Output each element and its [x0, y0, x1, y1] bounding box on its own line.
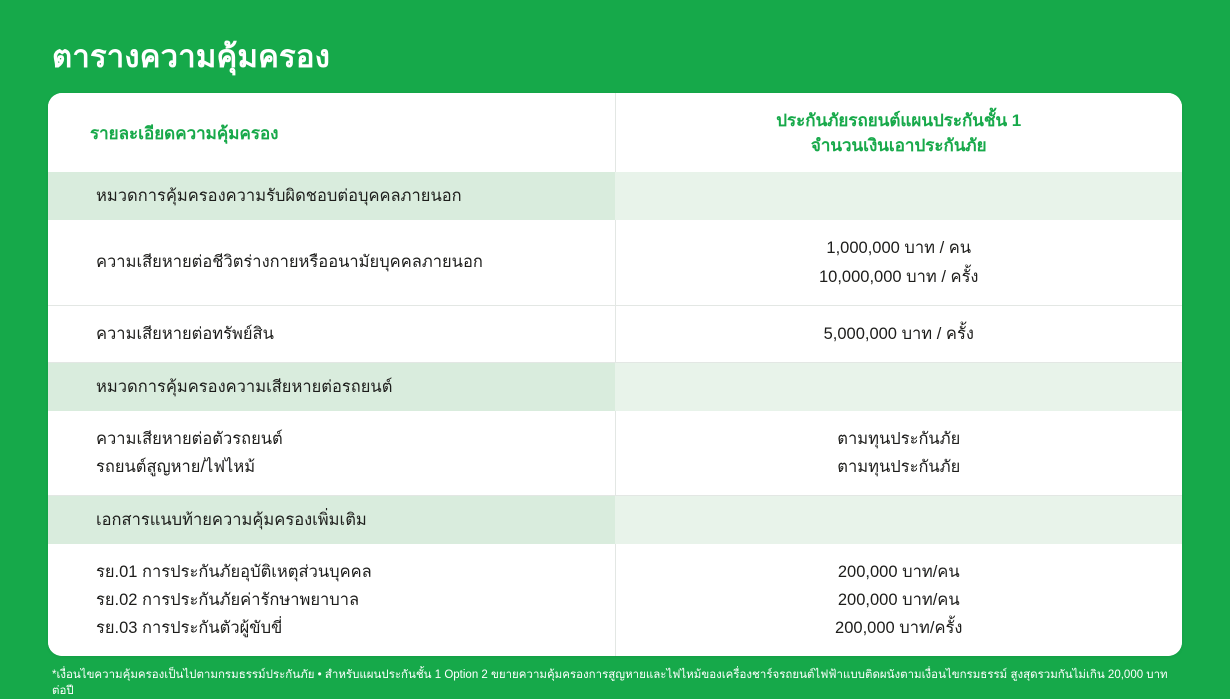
table-row [48, 544, 1182, 656]
row-label-line: ความเสียหายต่อทรัพย์สิน [96, 324, 274, 343]
row-label-line: รย.03 การประกันตัวผู้ขับขี่ [96, 618, 283, 637]
row-label [48, 220, 615, 305]
section-row [48, 172, 1182, 220]
table-row [48, 305, 1182, 362]
row-label [48, 305, 615, 362]
section-label: เอกสารแนบท้ายความคุ้มครองเพิ่มเติม [48, 495, 615, 544]
row-value [615, 305, 1182, 362]
section-blank-cell [615, 172, 1182, 220]
row-value-line: 1,000,000 บาท / คน [826, 239, 972, 258]
row-label-line: ความเสียหายต่อตัวรถยนต์ [96, 429, 283, 448]
coverage-card [48, 93, 1182, 656]
coverage-table [48, 93, 1182, 656]
row-value-line: ตามทุนประกันภัย [837, 429, 961, 448]
section-label: หมวดการคุ้มครองความเสียหายต่อรถยนต์ [48, 362, 615, 411]
table-row [48, 411, 1182, 496]
table-header-row [48, 93, 1182, 172]
header-plan-line2: จำนวนเงินเอาประกันภัย [810, 135, 987, 155]
row-value [615, 544, 1182, 656]
row-value-line: ตามทุนประกันภัย [837, 457, 961, 476]
row-value-line: 200,000 บาท/คน [837, 590, 960, 609]
section-row [48, 362, 1182, 411]
row-label [48, 411, 615, 496]
row-value [615, 411, 1182, 496]
footnote: *เงื่อนไขความคุ้มครองเป็นไปตามกรมธรรม์ประกันภัย • สำหรับแผนประกันชั้น 1 Option 2 ขยายความคุ้มครองการสูญหายและไฟไหม้ของเครื่องชาร์จรถยนต์ไฟฟ้าแบบติดผนังตามเงื่อนไขกรมธรรม์ สูงสุดรวมกันไม่เกิน 20,000 บาท ต่อปี [52, 668, 1168, 697]
row-value-line: 10,000,000 บาท / ครั้ง [819, 267, 979, 286]
header-cell-plan [615, 93, 1182, 172]
header-cell-details: รายละเอียดความคุ้มครอง [48, 93, 615, 172]
section-row [48, 495, 1182, 544]
row-value-line: 5,000,000 บาท / ครั้ง [823, 324, 974, 343]
row-value-line: 200,000 บาท/คน [837, 562, 960, 581]
page-title: ตารางความคุ้มครอง [52, 39, 331, 74]
row-value-line: 200,000 บาท/ครั้ง [835, 618, 963, 637]
row-label-line: รถยนต์สูญหาย/ไฟไหม้ [96, 457, 256, 476]
row-label-line: รย.01 การประกันภัยอุบัติเหตุส่วนบุคคล [96, 562, 372, 581]
section-blank-cell [615, 362, 1182, 411]
section-blank-cell [615, 495, 1182, 544]
table-row [48, 220, 1182, 305]
section-label: หมวดการคุ้มครองความรับผิดชอบต่อบุคคลภายนอก [48, 172, 615, 220]
row-label-line: ความเสียหายต่อชีวิตร่างกายหรืออนามัยบุคคลภายนอก [96, 253, 483, 272]
header-plan-line1: ประกันภัยรถยนต์แผนประกันชั้น 1 [776, 111, 1022, 131]
row-label-line: รย.02 การประกันภัยค่ารักษาพยาบาล [96, 590, 360, 609]
row-label [48, 544, 615, 656]
row-value [615, 220, 1182, 305]
